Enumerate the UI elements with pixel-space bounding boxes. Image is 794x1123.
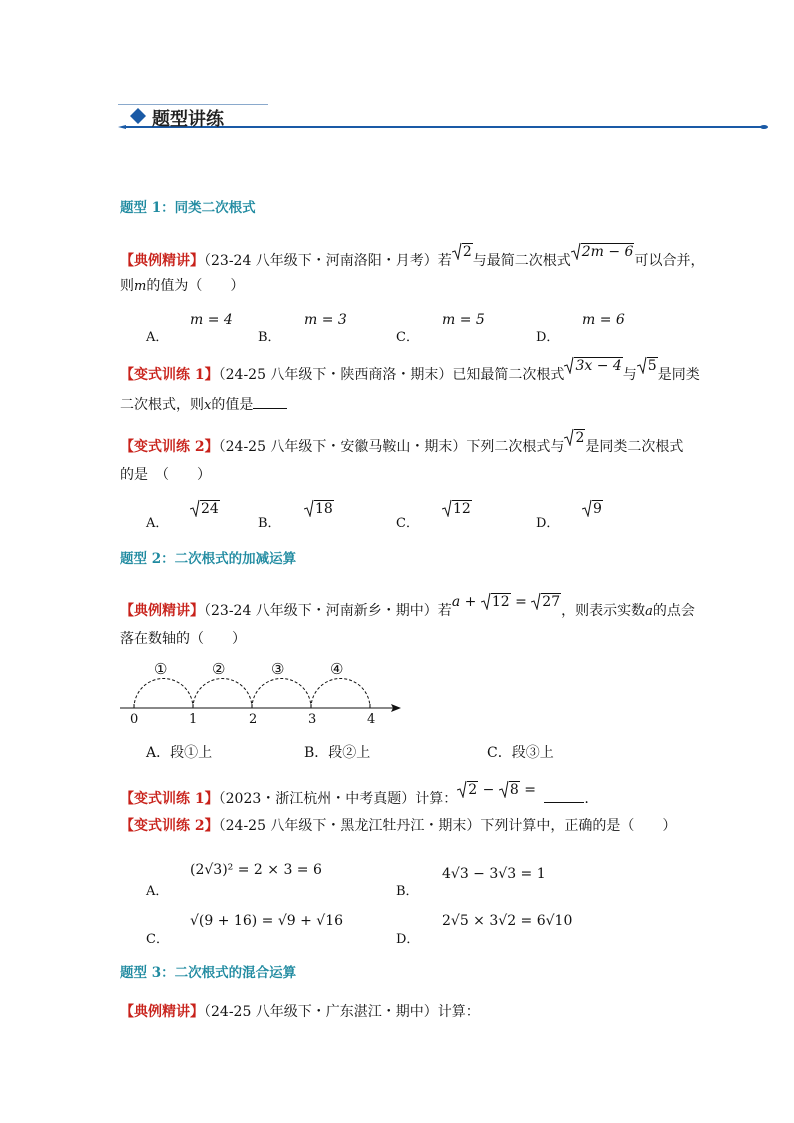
- s2-option-b[interactable]: [304, 744, 370, 762]
- s1v2-option-b-rad: 18: [304, 500, 334, 517]
- answer-blank-2[interactable]: [544, 802, 584, 803]
- s1-option-c[interactable]: [396, 326, 419, 345]
- expr-equals: =: [519, 782, 541, 798]
- s2v2-option-a-math: (2√3)² = 2 × 3 = 6: [190, 862, 322, 878]
- example-1-line1: [120, 244, 705, 270]
- radical-2m-6: 2m − 6: [571, 243, 635, 261]
- section-banner: [118, 104, 768, 130]
- variant-2-2-source: （24-25 八年级下・黑龙江牡丹江・期末）下列计算中，正确的是（ ）: [218, 818, 677, 834]
- option-letter: B．: [258, 330, 281, 345]
- variant-1-2-line1: [120, 430, 684, 456]
- variant-1-1-line2: [120, 396, 287, 415]
- s1v2-option-d-rad: 9: [582, 500, 603, 517]
- s1v2-option-d[interactable]: [536, 512, 559, 531]
- s2-option-c[interactable]: [487, 744, 554, 762]
- variant-1-2-end: 是同类二次根式: [585, 439, 684, 455]
- option-letter: A．: [146, 516, 169, 531]
- option-letter: B．: [396, 884, 419, 899]
- option-text: 段①上: [170, 745, 213, 761]
- option-letter: C．: [396, 516, 419, 531]
- option-letter: A．: [146, 745, 171, 761]
- s1v2-option-a-rad: 24: [190, 500, 220, 517]
- segment-label-4: ④: [330, 660, 344, 678]
- example-1-line2-pre: 则: [120, 278, 134, 294]
- variant-2-2-line: [120, 817, 676, 835]
- s1-option-d-math: m = 6: [582, 312, 625, 328]
- s1-option-d[interactable]: [536, 326, 559, 345]
- tick-label-0: 0: [130, 712, 139, 727]
- option-letter: D．: [536, 516, 560, 531]
- example-2-source: （23-24 八年级下・河南新乡・期中）若: [204, 603, 452, 619]
- example-1-mid1: 与最简二次根式: [472, 253, 571, 269]
- s1v2-option-c-rad: 12: [442, 500, 472, 517]
- s1v2-option-a[interactable]: [146, 512, 168, 531]
- diamond-icon: [130, 108, 146, 124]
- number-line-segment-arc: [193, 679, 252, 708]
- banner-title: 题型讲练: [152, 109, 224, 130]
- s1-option-a[interactable]: [146, 326, 168, 345]
- variant1-label: 【变式训练 1】: [120, 367, 219, 383]
- s2v2-option-b[interactable]: [396, 880, 419, 899]
- s1-option-a-math: m = 4: [190, 312, 233, 328]
- s1-option-c-math: m = 5: [442, 312, 485, 328]
- option-letter: A．: [146, 884, 169, 899]
- option-letter: B．: [258, 516, 281, 531]
- option-letter: D．: [536, 330, 560, 345]
- option-text: 段②上: [328, 745, 371, 761]
- variant-2-1-line: [120, 782, 589, 808]
- tick-label-3: 3: [308, 712, 317, 727]
- s2v2-option-c[interactable]: [146, 928, 169, 947]
- option-letter: C．: [396, 330, 419, 345]
- variant2-label: 【变式训练 2】: [120, 818, 219, 834]
- variant-1-1-line2-post: 的值是: [211, 397, 254, 413]
- equation: a + 12 = 27: [451, 594, 561, 610]
- radical-sqrt2: 2: [452, 243, 473, 261]
- expr-minus: −: [478, 782, 499, 798]
- var-a: a: [645, 604, 653, 619]
- s1-option-b[interactable]: [258, 326, 281, 345]
- example-2-line2: 落在数轴的（ ）: [120, 631, 246, 647]
- variant-1-1-line2-pre: 二次根式，则: [120, 397, 204, 413]
- number-line-segment-arc: [134, 679, 193, 709]
- variant1-label: 【变式训练 1】: [120, 791, 219, 807]
- example-2-line1: [120, 594, 695, 621]
- option-letter: A．: [146, 330, 169, 345]
- option-letter: C．: [146, 932, 169, 947]
- var-x: x: [204, 398, 212, 413]
- segment-label-1: ①: [154, 660, 168, 678]
- answer-blank[interactable]: [253, 408, 287, 409]
- variant-1-2-line2: 的是 （ ）: [120, 467, 211, 483]
- eq-plus: +: [460, 594, 481, 610]
- s1-option-b-math: m = 3: [304, 312, 347, 328]
- s1v2-option-b[interactable]: [258, 512, 281, 531]
- s2v2-option-a[interactable]: [146, 880, 168, 899]
- typical-label: 【典例精讲】: [120, 253, 204, 269]
- example-2-end2: 的点会: [652, 603, 695, 619]
- var-m: m: [134, 279, 147, 294]
- tick-label-4: 4: [367, 712, 376, 727]
- number-line-segment-arc: [311, 679, 370, 709]
- variant-2-1-end: .: [584, 791, 589, 807]
- s2v2-option-b-math: 4√3 − 3√3 = 1: [442, 866, 546, 882]
- s2v2-option-d[interactable]: [396, 928, 419, 947]
- tick-label-1: 1: [189, 712, 198, 727]
- s1v2-option-c[interactable]: [396, 512, 419, 531]
- eq-equals: =: [510, 594, 532, 610]
- option-letter: D．: [396, 932, 420, 947]
- segment-label-3: ③: [271, 660, 285, 678]
- s2v2-option-c-math: √(9 + 16) = √9 + √16: [190, 913, 344, 929]
- segment-label-2: ②: [212, 660, 226, 678]
- example-3-source: （24-25 八年级下・广东湛江・期中）计算：: [204, 1004, 480, 1020]
- example-1-line2-post: 的值为（ ）: [146, 278, 245, 294]
- typical-label: 【典例精讲】: [120, 1004, 204, 1020]
- radical-sqrt5: 5: [637, 357, 658, 375]
- radical-sqrt2-b: 2: [564, 429, 585, 447]
- example-1-mid2: 可以合并，: [634, 253, 705, 269]
- typical-label: 【典例精讲】: [120, 603, 204, 619]
- variant-1-1-source: （24-25 八年级下・陕西商洛・期末）已知最简二次根式: [218, 367, 565, 383]
- radical-3x-4: 3x − 4: [564, 357, 622, 375]
- option-text: 段③上: [511, 745, 554, 761]
- variant-1-1-mid: 与: [622, 367, 637, 383]
- variant-1-1-line1: [120, 358, 700, 384]
- variant-2-1-source: （2023・浙江杭州・中考真题）计算：: [218, 791, 458, 807]
- type-heading-1: 题型 1：同类二次根式: [120, 200, 256, 216]
- example-3-line: [120, 1003, 480, 1021]
- type-heading-2: 题型 2：二次根式的加减运算: [120, 551, 297, 567]
- example-1-line2: [120, 277, 244, 296]
- variant-1-1-end: 是同类: [657, 367, 700, 383]
- number-line-segment-arc: [252, 679, 311, 709]
- option-letter: C．: [487, 745, 512, 761]
- example-1-source: （23-24 八年级下・河南洛阳・月考）若: [204, 253, 452, 269]
- variant-1-2-source: （24-25 八年级下・安徽马鞍山・期末）下列二次根式与: [218, 439, 565, 455]
- tick-label-2: 2: [249, 712, 258, 727]
- type-heading-3: 题型 3：二次根式的混合运算: [120, 965, 297, 981]
- s2-option-a[interactable]: [146, 744, 212, 762]
- s2v2-option-d-math: 2√5 × 3√2 = 6√10: [442, 913, 573, 929]
- eq-a: a: [451, 594, 461, 610]
- example-2-end: ，则表示实数: [561, 603, 646, 619]
- expression: 2 − 8 =: [457, 782, 540, 798]
- variant2-label: 【变式训练 2】: [120, 439, 219, 455]
- option-letter: B．: [304, 745, 329, 761]
